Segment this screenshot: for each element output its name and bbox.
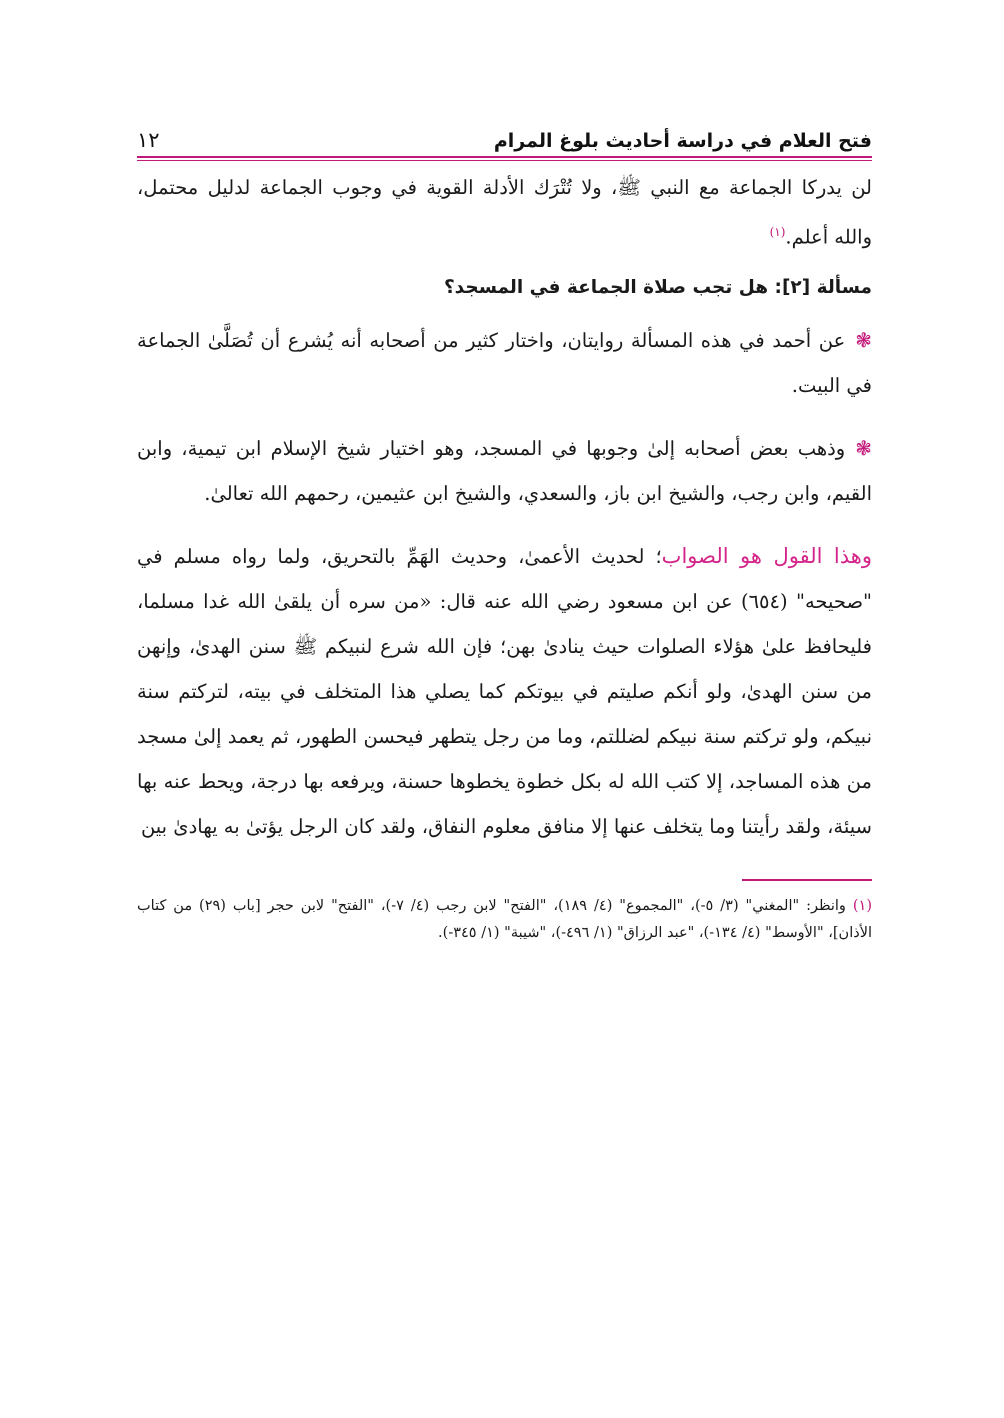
paragraph-text: عن أحمد في هذه المسألة روايتان، واختار كثير من أصحابه أنه يُشرع أن تُصَلَّىٰ الجماعة في البيت.: [137, 328, 872, 397]
footnote-separator-wrap: [137, 849, 872, 893]
footnote-separator: [742, 879, 872, 881]
flower-bullet-icon: ❃: [855, 327, 872, 352]
main-text: [137, 165, 872, 849]
page: [137, 118, 872, 947]
footnote-ref[interactable]: (١): [769, 225, 786, 239]
flower-bullet-icon: ❃: [855, 435, 872, 460]
paragraph: [137, 426, 872, 516]
footnote-number: (١): [852, 897, 873, 914]
highlighted-phrase: وهذا القول هو الصواب: [661, 543, 872, 568]
running-header: [137, 118, 872, 152]
header-rule: [137, 156, 872, 158]
paragraph: [137, 165, 872, 260]
paragraph-text: لن يدركا الجماعة مع النبي ﷺ، ولا تُتْرَك الأدلة القوية في وجوب الجماعة لدليل محتمل، والله أعلم.: [137, 176, 872, 249]
page-number: ١٢: [137, 128, 160, 152]
footnote-text: وانظر: "المغني" (٣/ ٥-)، "المجموع" (٤/ ١٨٩)، "الفتح" لابن رجب (٤/ ٧-)، "الفتح" لابن حجر [باب (٢٩) من كتاب الأذان]، "الأوسط" (٤/ ١٣٤-)، "عبد الرزاق" (١/ ٤٩٦-)، "شيبة" (١/ ٣٤٥-).: [137, 897, 872, 941]
paragraph-text: ؛ لحديث الأعمىٰ، وحديث الهَمِّ بالتحريق، ولما رواه مسلم في "صحيحه" (٦٥٤) عن ابن مسعود رضي الله عنه قال: «من سره أن يلقىٰ الله غدا مسلما، فليحافظ علىٰ هؤلاء الصلوات حيث ينادىٰ بهن؛ فإن الله شرع لنبيكم ﷺ سنن الهدىٰ، وإنهن من سنن الهدىٰ، ولو أنكم صليتم في بيوتكم كما يصلي هذا المتخلف في بيته، لتركتم سنة نبيكم، ولو تركتم سنة نبيكم لضللتم، وما من رجل يتطهر فيحسن الطهور، ثم يعمد إلىٰ مسجد من هذه المساجد، إلا كتب الله له بكل خطوة يخطوها حسنة، ويرفعه بها درجة، ويحط عنه بها سيئة، ولقد رأيتنا وما يتخلف عنها إلا منافق معلوم النفاق، ولقد كان الرجل يؤتىٰ به يهادىٰ بين: [137, 544, 872, 838]
paragraph: [137, 318, 872, 408]
header-title: فتح العلام في دراسة أحاديث بلوغ المرام: [493, 130, 872, 152]
section-heading: مسألة [٢]: هل تجب صلاة الجماعة في المسجد؟: [443, 276, 872, 298]
paragraph-text: وذهب بعض أصحابه إلىٰ وجوبها في المسجد، وهو اختيار شيخ الإسلام ابن تيمية، وابن القيم، وابن رجب، والشيخ ابن باز، والسعدي، والشيخ ابن عثيمين، رحمهم الله تعالىٰ.: [137, 436, 872, 505]
header-rule-thin: [137, 160, 872, 161]
paragraph: [137, 534, 872, 849]
footnote: [137, 893, 872, 947]
